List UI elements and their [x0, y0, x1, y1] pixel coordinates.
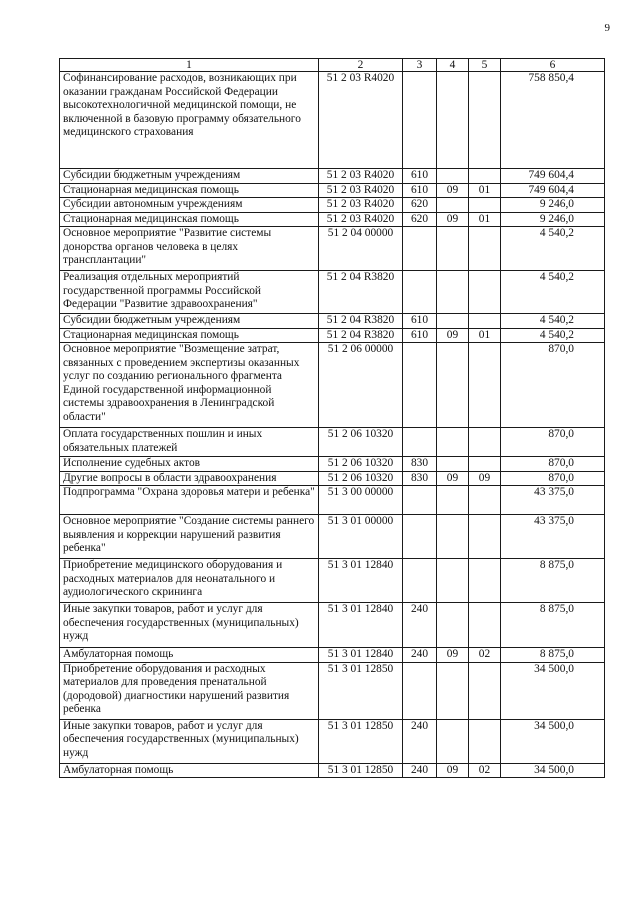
- cell-section: [437, 343, 469, 428]
- cell-amount: 749 604,4: [501, 169, 605, 184]
- cell-subsection: 01: [469, 328, 501, 343]
- cell-expense-type: 620: [403, 212, 437, 227]
- cell-section: [437, 314, 469, 329]
- cell-name: Амбулаторная помощь: [60, 763, 319, 778]
- table-row: [60, 183, 605, 198]
- cell-amount: 43 375,0: [501, 486, 605, 515]
- cell-name: Основное мероприятие "Развитие системы донорства органов человека в целях трансплантации": [60, 227, 319, 271]
- budget-table: [59, 58, 605, 778]
- cell-subsection: [469, 169, 501, 184]
- cell-section: [437, 169, 469, 184]
- table-row: [60, 471, 605, 486]
- cell-code: 51 2 04 R3820: [319, 271, 403, 314]
- cell-expense-type: 240: [403, 719, 437, 763]
- table-row: [60, 486, 605, 515]
- cell-amount: 4 540,2: [501, 328, 605, 343]
- cell-amount: 8 875,0: [501, 559, 605, 603]
- cell-amount: 870,0: [501, 457, 605, 472]
- cell-expense-type: 830: [403, 471, 437, 486]
- cell-amount: 9 246,0: [501, 198, 605, 213]
- cell-amount: 758 850,4: [501, 72, 605, 169]
- cell-name: Исполнение судебных актов: [60, 457, 319, 472]
- cell-name: Стационарная медицинская помощь: [60, 212, 319, 227]
- cell-expense-type: 610: [403, 314, 437, 329]
- cell-code: 51 3 01 12840: [319, 648, 403, 663]
- cell-code: 51 3 01 12850: [319, 763, 403, 778]
- cell-subsection: [469, 72, 501, 169]
- cell-subsection: [469, 719, 501, 763]
- cell-expense-type: [403, 428, 437, 457]
- cell-section: [437, 719, 469, 763]
- cell-section: [437, 227, 469, 271]
- cell-section: 09: [437, 763, 469, 778]
- cell-section: 09: [437, 328, 469, 343]
- cell-subsection: [469, 314, 501, 329]
- cell-subsection: 01: [469, 183, 501, 198]
- cell-expense-type: [403, 559, 437, 603]
- cell-expense-type: [403, 486, 437, 515]
- cell-subsection: [469, 515, 501, 559]
- cell-code: 51 2 06 10320: [319, 471, 403, 486]
- cell-code: 51 3 01 12840: [319, 559, 403, 603]
- cell-expense-type: [403, 515, 437, 559]
- cell-section: [437, 271, 469, 314]
- cell-section: [437, 603, 469, 648]
- table-row: [60, 314, 605, 329]
- col-header-pr: 5: [469, 59, 501, 72]
- cell-section: [437, 457, 469, 472]
- cell-name: Основное мероприятие "Создание системы раннего выявления и коррекции нарушений развития ребенка": [60, 515, 319, 559]
- cell-amount: 749 604,4: [501, 183, 605, 198]
- cell-code: 51 2 03 R4020: [319, 72, 403, 169]
- cell-amount: 9 246,0: [501, 212, 605, 227]
- cell-section: 09: [437, 648, 469, 663]
- table-row: [60, 227, 605, 271]
- cell-amount: 870,0: [501, 471, 605, 486]
- cell-name: Стационарная медицинская помощь: [60, 183, 319, 198]
- cell-name: Амбулаторная помощь: [60, 648, 319, 663]
- table-row: [60, 662, 605, 719]
- cell-name: Иные закупки товаров, работ и услуг для обеспечения государственных (муниципальных) нужд: [60, 719, 319, 763]
- cell-section: [437, 486, 469, 515]
- cell-section: 09: [437, 471, 469, 486]
- cell-expense-type: 620: [403, 198, 437, 213]
- cell-code: 51 2 04 R3820: [319, 328, 403, 343]
- cell-code: 51 3 01 12850: [319, 719, 403, 763]
- cell-code: 51 3 01 12850: [319, 662, 403, 719]
- cell-subsection: [469, 343, 501, 428]
- cell-code: 51 2 06 10320: [319, 457, 403, 472]
- table-row: [60, 343, 605, 428]
- table-row: [60, 648, 605, 663]
- cell-code: 51 2 03 R4020: [319, 198, 403, 213]
- cell-expense-type: [403, 227, 437, 271]
- cell-expense-type: 610: [403, 183, 437, 198]
- cell-section: 09: [437, 183, 469, 198]
- cell-subsection: [469, 662, 501, 719]
- cell-expense-type: 610: [403, 169, 437, 184]
- cell-code: 51 3 01 12840: [319, 603, 403, 648]
- cell-name: Субсидии бюджетным учреждениям: [60, 314, 319, 329]
- cell-section: [437, 662, 469, 719]
- cell-amount: 4 540,2: [501, 227, 605, 271]
- cell-name: Основное мероприятие "Возмещение затрат, связанных с проведением экспертизы оказанных услуг по созданию регионального фрагмента Единой государственной информационной системы здравоохранения в Ленинградской области": [60, 343, 319, 428]
- cell-name: Другие вопросы в области здравоохранения: [60, 471, 319, 486]
- cell-subsection: [469, 198, 501, 213]
- table-row: [60, 559, 605, 603]
- col-header-name: 1: [60, 59, 319, 72]
- table-row: [60, 169, 605, 184]
- cell-subsection: [469, 271, 501, 314]
- col-header-code: 2: [319, 59, 403, 72]
- cell-expense-type: 240: [403, 648, 437, 663]
- table-row: [60, 457, 605, 472]
- table-row: [60, 515, 605, 559]
- cell-expense-type: [403, 271, 437, 314]
- cell-code: 51 2 03 R4020: [319, 169, 403, 184]
- table-row: [60, 719, 605, 763]
- cell-subsection: [469, 486, 501, 515]
- col-header-sum: 6: [501, 59, 605, 72]
- cell-amount: 4 540,2: [501, 271, 605, 314]
- col-header-vr: 3: [403, 59, 437, 72]
- cell-expense-type: 240: [403, 603, 437, 648]
- cell-subsection: 09: [469, 471, 501, 486]
- cell-section: [437, 559, 469, 603]
- cell-amount: 870,0: [501, 428, 605, 457]
- cell-code: 51 3 00 00000: [319, 486, 403, 515]
- cell-section: 09: [437, 212, 469, 227]
- table-row: [60, 603, 605, 648]
- cell-code: 51 2 03 R4020: [319, 212, 403, 227]
- table-row: [60, 271, 605, 314]
- table-row: [60, 212, 605, 227]
- cell-code: 51 2 04 00000: [319, 227, 403, 271]
- cell-name: Оплата государственных пошлин и иных обязательных платежей: [60, 428, 319, 457]
- cell-section: [437, 515, 469, 559]
- table-row: [60, 763, 605, 778]
- cell-expense-type: [403, 343, 437, 428]
- cell-amount: 34 500,0: [501, 763, 605, 778]
- cell-amount: 34 500,0: [501, 719, 605, 763]
- cell-subsection: 02: [469, 763, 501, 778]
- cell-subsection: 01: [469, 212, 501, 227]
- cell-amount: 870,0: [501, 343, 605, 428]
- cell-name: Стационарная медицинская помощь: [60, 328, 319, 343]
- cell-subsection: [469, 603, 501, 648]
- cell-section: [437, 428, 469, 457]
- cell-expense-type: [403, 662, 437, 719]
- cell-amount: 8 875,0: [501, 603, 605, 648]
- table-row: [60, 198, 605, 213]
- cell-amount: 8 875,0: [501, 648, 605, 663]
- table-row: [60, 72, 605, 169]
- cell-expense-type: 240: [403, 763, 437, 778]
- cell-subsection: [469, 428, 501, 457]
- cell-code: 51 2 03 R4020: [319, 183, 403, 198]
- cell-name: Иные закупки товаров, работ и услуг для обеспечения государственных (муниципальных) нужд: [60, 603, 319, 648]
- header-row: [60, 59, 605, 72]
- cell-code: 51 3 01 00000: [319, 515, 403, 559]
- cell-expense-type: 610: [403, 328, 437, 343]
- cell-name: Приобретение оборудования и расходных материалов для проведения пренатальной (дородовой) диагностики нарушений развития ребенка: [60, 662, 319, 719]
- cell-subsection: 02: [469, 648, 501, 663]
- table-row: [60, 328, 605, 343]
- cell-subsection: [469, 559, 501, 603]
- cell-section: [437, 198, 469, 213]
- cell-name: Приобретение медицинского оборудования и расходных материалов для неонатального и аудиологического скрининга: [60, 559, 319, 603]
- cell-name: Субсидии бюджетным учреждениям: [60, 169, 319, 184]
- cell-expense-type: [403, 72, 437, 169]
- cell-subsection: [469, 227, 501, 271]
- cell-code: 51 2 06 00000: [319, 343, 403, 428]
- cell-name: Реализация отдельных мероприятий государственной программы Российской Федерации "Развитие здравоохранения": [60, 271, 319, 314]
- col-header-rz: 4: [437, 59, 469, 72]
- cell-subsection: [469, 457, 501, 472]
- cell-amount: 43 375,0: [501, 515, 605, 559]
- cell-name: Субсидии автономным учреждениям: [60, 198, 319, 213]
- cell-code: 51 2 04 R3820: [319, 314, 403, 329]
- cell-section: [437, 72, 469, 169]
- cell-name: Подпрограмма "Охрана здоровья матери и ребенка": [60, 486, 319, 515]
- cell-code: 51 2 06 10320: [319, 428, 403, 457]
- cell-name: Софинансирование расходов, возникающих при оказании гражданам Российской Федерации высокотехнологичной медицинской помощи, не включенной в базовую программу обязательного медицинского страхования: [60, 72, 319, 169]
- table-row: [60, 428, 605, 457]
- cell-amount: 4 540,2: [501, 314, 605, 329]
- page-number: 9: [604, 22, 610, 34]
- cell-amount: 34 500,0: [501, 662, 605, 719]
- cell-expense-type: 830: [403, 457, 437, 472]
